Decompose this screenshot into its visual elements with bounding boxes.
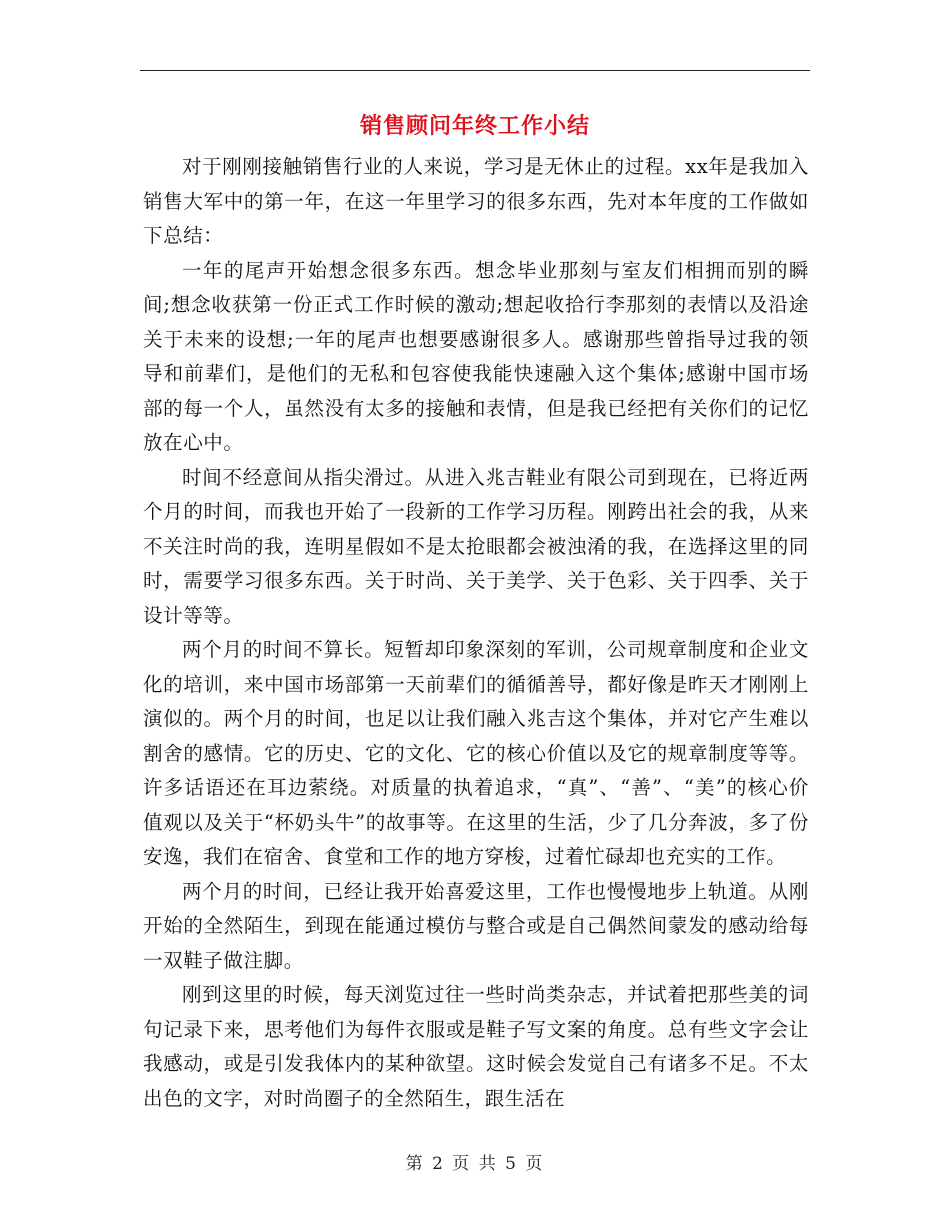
document-body <box>143 150 809 1116</box>
page-number: 第 2 页 共 5 页 <box>405 1154 545 1174</box>
header-rule <box>140 70 810 71</box>
paragraph-4: 两个月的时间不算长。短暂却印象深刻的军训，公司规章制度和企业文化的培训，来中国市场部第一天前辈们的循循善导，都好像是昨天才刚刚上演似的。两个月的时间，也足以让我们融入兆吉这个集体，并对它产生难以割舍的感情。它的历史、它的文化、它的核心价值以及它的规章制度等等。许多话语还在耳边萦绕。对质量的执着追求，“真”、“善”、“美”的核心价值观以及关于“杯奶头牛”的故事等。在这里的生活，少了几分奔波，多了份安逸，我们在宿舍、食堂和工作的地方穿梭，过着忙碌却也充实的工作。 <box>143 638 809 868</box>
paragraph-2: 一年的尾声开始想念很多东西。想念毕业那刻与室友们相拥而别的瞬间;想念收获第一份正式工作时候的激动;想起收拾行李那刻的表情以及沿途关于未来的设想;一年的尾声也想要感谢很多人。感谢那些曾指导过我的领导和前辈们，是他们的无私和包容使我能快速融入这个集体;感谢中国市场部的每一个人，虽然没有太多的接触和表情，但是我已经把有关你们的记忆放在心中。 <box>143 258 809 454</box>
paragraph-3: 时间不经意间从指尖滑过。从进入兆吉鞋业有限公司到现在，已将近两个月的时间，而我也开始了一段新的工作学习历程。刚跨出社会的我，从来不关注时尚的我，连明星假如不是太抢眼都会被浊淆的我，在选择这里的同时，需要学习很多东西。关于时尚、关于美学、关于色彩、关于四季、关于设计等等。 <box>143 465 809 627</box>
paragraph-6: 刚到这里的时候，每天浏览过往一些时尚类杂志，并试着把那些美的词句记录下来，思考他们为每件衣服或是鞋子写文案的角度。总有些文字会让我感动，或是引发我体内的某种欲望。这时候会发觉自己有诸多不足。不太出色的文字，对时尚圈子的全然陌生，跟生活在 <box>143 983 809 1110</box>
paragraph-5: 两个月的时间，已经让我开始喜爱这里，工作也慢慢地步上轨道。从刚开始的全然陌生，到现在能通过模仿与整合或是自己偶然间蒙发的感动给每一双鞋子做注脚。 <box>143 879 809 972</box>
document-title: 销售顾问年终工作小结 <box>359 113 590 139</box>
paragraph-1: 对于刚刚接触销售行业的人来说，学习是无休止的过程。xx年是我加入销售大军中的第一年，在这一年里学习的很多东西，先对本年度的工作做如下总结： <box>143 155 809 247</box>
